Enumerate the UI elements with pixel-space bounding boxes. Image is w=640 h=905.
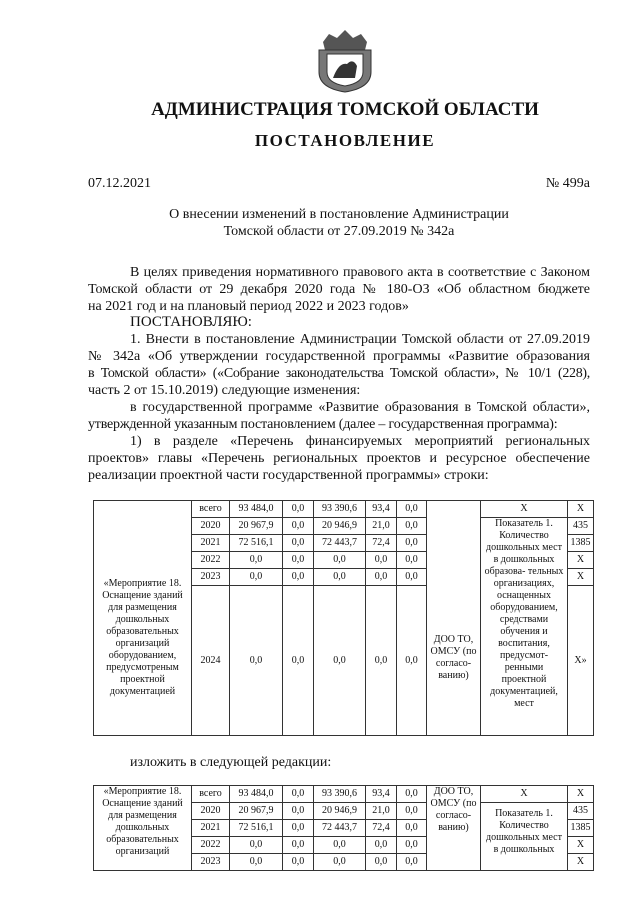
value-cell: 93 390,6 <box>314 501 366 518</box>
indicator-value-cell: 435 <box>568 803 594 820</box>
body-line: В целях приведения нормативного правового акта в соответствие с Законом <box>130 265 590 280</box>
year-cell: всего <box>192 786 230 803</box>
value-cell: 93,4 <box>366 786 397 803</box>
indicator-value-cell: 435 <box>568 518 594 535</box>
value-cell: 0,0 <box>230 837 283 854</box>
value-cell: 93,4 <box>366 501 397 518</box>
value-cell: 0,0 <box>366 569 397 586</box>
value-cell: 0,0 <box>230 552 283 569</box>
value-cell: 72 516,1 <box>230 535 283 552</box>
subject-line-1: О внесении изменений в постановление Администрации <box>169 207 509 222</box>
value-cell: 93 390,6 <box>314 786 366 803</box>
value-cell: 0,0 <box>314 837 366 854</box>
new-measure-table <box>93 785 594 871</box>
body-line: утвержденной указанным постановлением (далее – государственная программа): <box>88 417 558 432</box>
value-cell: 72 443,7 <box>314 535 366 552</box>
resolve-heading: ПОСТАНОВЛЯЮ: <box>130 314 252 330</box>
value-cell: 0,0 <box>397 786 427 803</box>
value-cell: 0,0 <box>397 552 427 569</box>
indicator-value-cell: 1385 <box>568 535 594 552</box>
value-cell: 0,0 <box>230 854 283 871</box>
measure-cell: «Мероприятие 18. Оснащение зданий для размещения дошкольных образовательных организаций оборудованием, предусмотреным проектной документацией <box>94 501 192 736</box>
value-cell: 0,0 <box>397 586 427 736</box>
body-line: 1) в разделе «Перечень финансируемых мероприятий региональных <box>130 434 590 449</box>
value-cell: 0,0 <box>283 535 314 552</box>
value-cell: 20 946,9 <box>314 803 366 820</box>
subject-line-2: Томской области от 27.09.2019 № 342а <box>223 224 455 239</box>
value-cell: 72,4 <box>366 820 397 837</box>
value-cell: 72 516,1 <box>230 820 283 837</box>
value-cell: 0,0 <box>397 854 427 871</box>
value-cell: 0,0 <box>397 569 427 586</box>
executor-cell: ДОО ТО, ОМСУ (по согласо- ванию) <box>427 501 481 736</box>
value-cell: 0,0 <box>397 803 427 820</box>
indicator-cell: Показатель 1. Количество дошкольных мест в дошкольных образова- тельных организациях, оснащенных оборудованием, средствами обучения и воспитания, предусмот- ренными проектной документацией, мест <box>481 518 568 736</box>
indicator-value-cell: X <box>568 786 594 803</box>
value-cell: 0,0 <box>283 569 314 586</box>
value-cell: 20 967,9 <box>230 803 283 820</box>
body-line: проектов» главы «Перечень региональных проектов и ресурсное обеспечение <box>88 451 590 466</box>
old-measure-table <box>93 500 594 736</box>
document-type: ПОСТАНОВЛЕНИЕ <box>254 131 436 150</box>
indicator-value-cell: 1385 <box>568 820 594 837</box>
indicator-value-cell: X <box>568 854 594 871</box>
value-cell: 0,0 <box>314 569 366 586</box>
value-cell: 0,0 <box>366 837 397 854</box>
value-cell: 0,0 <box>397 535 427 552</box>
value-cell: 93 484,0 <box>230 786 283 803</box>
document-date: 07.12.2021 <box>88 176 151 191</box>
value-cell: 0,0 <box>230 569 283 586</box>
value-cell: 0,0 <box>283 820 314 837</box>
value-cell: 0,0 <box>283 552 314 569</box>
table-row <box>94 786 594 803</box>
value-cell: 0,0 <box>283 786 314 803</box>
body-line: на 2021 год и на плановый период 2022 и 2023 годов» <box>88 299 409 314</box>
body-line: в Томской области» («Собрание законодательства Томской области», № 10/1 (228), <box>88 366 590 381</box>
value-cell: 0,0 <box>314 552 366 569</box>
organization-title: АДМИНИСТРАЦИЯ ТОМСКОЙ ОБЛАСТИ <box>151 99 539 120</box>
indicator-header-cell: X <box>481 501 568 518</box>
value-cell: 0,0 <box>397 837 427 854</box>
indicator-value-cell: X <box>568 552 594 569</box>
year-cell: всего <box>192 501 230 518</box>
value-cell: 0,0 <box>230 586 283 736</box>
value-cell: 0,0 <box>314 854 366 871</box>
year-cell: 2020 <box>192 518 230 535</box>
value-cell: 0,0 <box>283 803 314 820</box>
measure-cell: «Мероприятие 18. Оснащение зданий для размещения дошкольных образовательных организаций <box>94 786 192 871</box>
year-cell: 2022 <box>192 552 230 569</box>
value-cell: 0,0 <box>397 518 427 535</box>
value-cell: 0,0 <box>397 820 427 837</box>
document-number: № 499а <box>545 176 590 191</box>
indicator-header-cell: X <box>481 786 568 803</box>
value-cell: 21,0 <box>366 803 397 820</box>
value-cell: 21,0 <box>366 518 397 535</box>
indicator-value-cell: X <box>568 569 594 586</box>
body-line: в государственной программе «Развитие образования в Томской области», <box>130 400 590 415</box>
year-cell: 2022 <box>192 837 230 854</box>
value-cell: 0,0 <box>397 501 427 518</box>
executor-cell: ДОО ТО, ОМСУ (по согласо- ванию) <box>427 786 481 871</box>
between-tables-text: изложить в следующей редакции: <box>130 755 332 770</box>
value-cell: 93 484,0 <box>230 501 283 518</box>
value-cell: 72 443,7 <box>314 820 366 837</box>
value-cell: 72,4 <box>366 535 397 552</box>
table-row <box>94 501 594 518</box>
value-cell: 0,0 <box>314 586 366 736</box>
year-cell: 2023 <box>192 569 230 586</box>
body-line: Томской области от 29 декабря 2020 года № 180-ОЗ «Об областном бюджете <box>88 282 590 297</box>
indicator-value-cell: X <box>568 837 594 854</box>
value-cell: 0,0 <box>366 854 397 871</box>
value-cell: 0,0 <box>283 837 314 854</box>
value-cell: 0,0 <box>283 518 314 535</box>
value-cell: 20 967,9 <box>230 518 283 535</box>
value-cell: 0,0 <box>366 552 397 569</box>
body-line: реализации проектной части государственной программы» строки: <box>88 468 489 483</box>
body-line: № 342а «Об утверждении государственной программы «Развитие образования <box>88 349 590 364</box>
year-cell: 2024 <box>192 586 230 736</box>
coat-of-arms-emblem <box>315 28 375 94</box>
body-line: 1. Внести в постановление Администрации Томской области от 27.09.2019 <box>130 332 590 347</box>
indicator-value-cell: X <box>568 501 594 518</box>
year-cell: 2023 <box>192 854 230 871</box>
value-cell: 0,0 <box>366 586 397 736</box>
body-line: часть 2 от 15.10.2019) следующие изменения: <box>88 383 361 398</box>
value-cell: 20 946,9 <box>314 518 366 535</box>
year-cell: 2021 <box>192 535 230 552</box>
value-cell: 0,0 <box>283 854 314 871</box>
year-cell: 2020 <box>192 803 230 820</box>
year-cell: 2021 <box>192 820 230 837</box>
value-cell: 0,0 <box>283 501 314 518</box>
value-cell: 0,0 <box>283 586 314 736</box>
indicator-value-cell: X» <box>568 586 594 736</box>
indicator-cell: Показатель 1. Количество дошкольных мест в дошкольных <box>481 803 568 871</box>
